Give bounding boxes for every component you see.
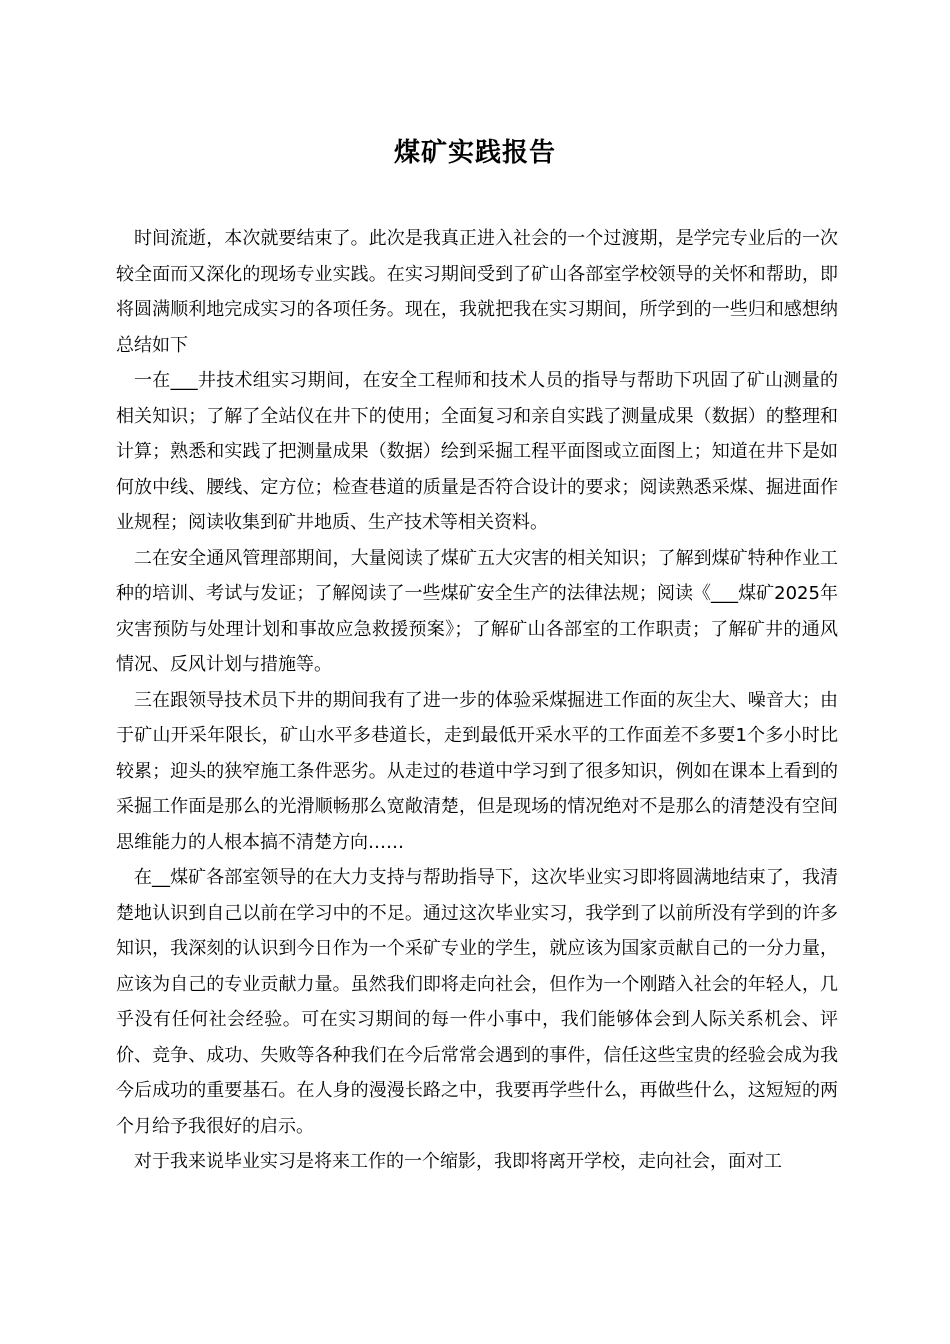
paragraph-underground-experience: 三在跟领导技术员下井的期间我有了进一步的体验采煤掘进工作面的灰尘大、噪音大；由于矿山开采年限长，矿山水平多巷道长，走到最低开采水平的工作面差不多要1个多小时比较累；迎头的狭窄施工条件恶劣。从走过的巷道中学习到了很多知识，例如在课本上看到的采掘工作面是那么的光滑顺畅那么宽敞清楚，但是现场的情况绝对不是那么的清楚没有空间思维能力的人根本搞不清楚方向……	[116, 689, 838, 853]
document-body	[116, 221, 838, 1180]
document-title: 煤矿实践报告	[393, 138, 556, 168]
paragraph-future-work: 对于我来说毕业实习是将来工作的一个缩影，我即将离开学校，走向社会，面对工	[134, 1151, 782, 1172]
paragraph-technical-group: 一在___井技术组实习期间，在安全工程师和技术人员的指导与帮助下巩固了矿山测量的相关知识；了解了全站仪在井下的使用；全面复习和亲自实践了测量成果（数据）的整理和计算；熟悉和实践了把测量成果（数据）绘到采掘工程平面图或立面图上；知道在井下是如何放中线、腰线、定方位；检查巷道的质量是否符合设计的要求；阅读熟悉采煤、掘进面作业规程；阅读收集到矿井地质、生产技术等相关资料。	[116, 370, 838, 533]
paragraph-intro: 时间流逝，本次就要结束了。此次是我真正进入社会的一个过渡期，是学完专业后的一次较全面而又深化的现场专业实践。在实习期间受到了矿山各部室学校领导的关怀和帮助，即将圆满顺利地完成实习的各项任务。现在，我就把我在实习期间，所学到的一些归和感想纳总结如下	[116, 228, 838, 356]
paragraph-ventilation-dept: 二在安全通风管理部期间，大量阅读了煤矿五大灾害的相关知识；了解到煤矿特种作业工种的培训、考试与发证；了解阅读了一些煤矿安全生产的法律法规；阅读《___煤矿2025年灾害预防与处理计划和事故应急救援预案》；了解矿山各部室的工作职责；了解矿井的通风情况、反风计划与措施等。	[116, 547, 838, 675]
paragraph-reflection: 在__煤矿各部室领导的在大力支持与帮助指导下，这次毕业实习即将圆满地结束了，我清楚地认识到自己以前在学习中的不足。通过这次毕业实习，我学到了以前所没有学到的许多知识，我深刻的认识到今日作为一个采矿专业的学生，就应该为国家贡献自己的一分力量，应该为自己的专业贡献力量。虽然我们即将走向社会，但作为一个刚踏入社会的年轻人，几乎没有任何社会经验。可在实习期间的每一件小事中，我们能够体会到人际关系机会、评价、竞争、成功、失败等各种我们在今后常常会遇到的事件，信任这些宝贵的经验会成为我今后成功的重要基石。在人身的漫漫长路之中，我要再学些什么，再做些什么，这短短的两个月给予我很好的启示。	[116, 867, 838, 1137]
